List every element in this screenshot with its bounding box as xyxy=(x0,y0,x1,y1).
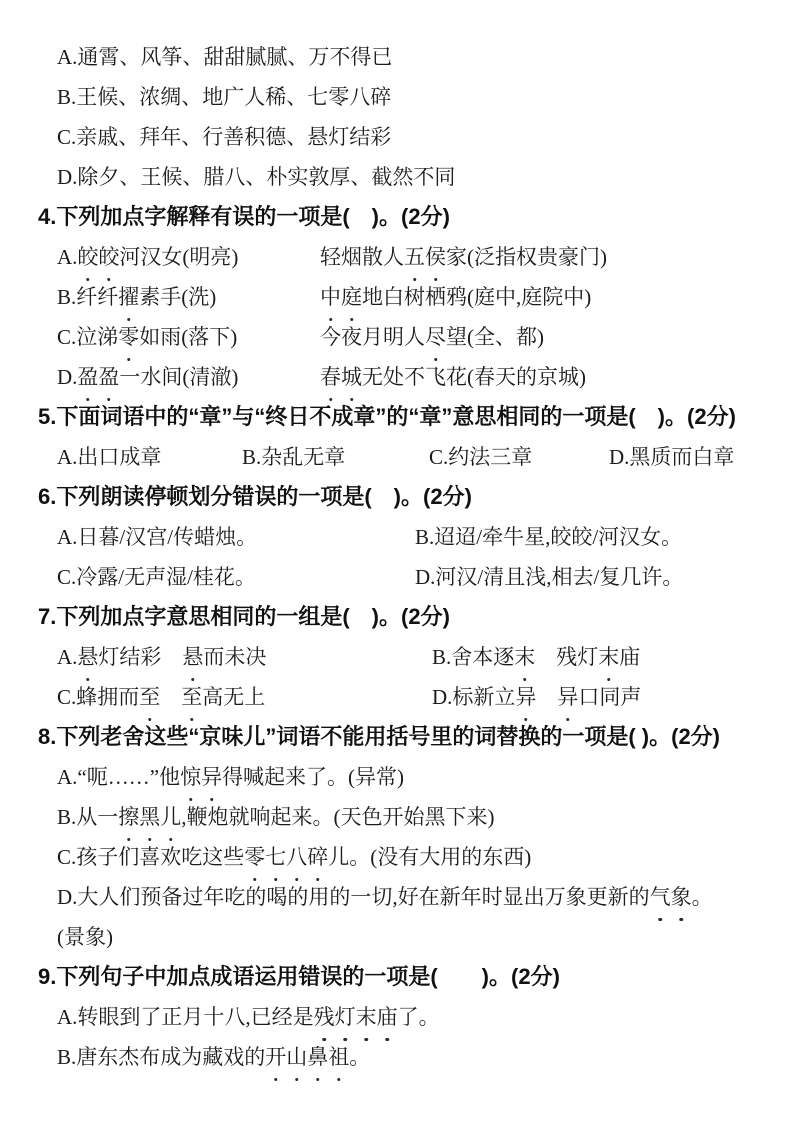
emphasized-char: 擢 xyxy=(118,277,139,317)
emphasized-char: 末 xyxy=(514,637,535,677)
emphasized-char: 零 xyxy=(244,837,265,877)
emphasized-char: 八 xyxy=(286,837,307,877)
option-line xyxy=(0,37,792,77)
text-cell xyxy=(57,117,391,157)
text-cell xyxy=(57,157,455,197)
text-run: A.日暮/汉宫/传蜡烛。 xyxy=(57,525,258,549)
option-line xyxy=(0,757,792,797)
emphasized-char: 黑 xyxy=(139,797,160,837)
text-run: 。 xyxy=(691,885,713,909)
text-run: C.冷露/无声湿/桂花。 xyxy=(57,565,256,589)
text-cell xyxy=(57,557,415,597)
text-run: 了。 xyxy=(397,1005,440,1029)
emphasized-char: 盈 xyxy=(77,357,98,397)
text-cell xyxy=(57,517,415,557)
question-line xyxy=(0,597,792,637)
option-line xyxy=(0,917,792,957)
text-cell xyxy=(57,637,432,677)
text-run: 。 xyxy=(349,1045,371,1069)
emphasized-char: 异 xyxy=(201,757,222,797)
text-run: 河汉女(明亮) xyxy=(119,245,239,269)
text-cell xyxy=(38,397,736,437)
emphasized-char: 悬 xyxy=(182,637,203,677)
emphasized-char: 零 xyxy=(118,317,139,357)
text-run: 高无上 xyxy=(202,685,266,709)
text-run xyxy=(160,685,181,709)
text-run: D.大人们预备过年吃的喝的用的一切,好在新年时显出万象更新的 xyxy=(57,885,650,909)
emphasized-char: 末 xyxy=(598,637,619,677)
text-cell xyxy=(38,477,472,517)
emphasized-char: 山 xyxy=(286,1037,307,1077)
text-run: B.舍本逐 xyxy=(432,645,515,669)
text-run: 9.下列句子中加点成语运用错误的一项是( )。(2分) xyxy=(38,964,560,989)
question-line xyxy=(0,197,792,237)
text-cell xyxy=(432,677,641,717)
text-run: D.标新立 xyxy=(432,685,516,709)
option-line xyxy=(0,1037,792,1077)
emphasized-char: 至 xyxy=(139,677,160,717)
text-cell xyxy=(57,357,320,397)
text-cell xyxy=(57,317,320,357)
question-line xyxy=(0,717,792,757)
text-run: D. xyxy=(57,365,78,389)
question-line xyxy=(0,477,792,517)
text-cell xyxy=(57,917,113,957)
text-cell xyxy=(320,237,607,277)
text-run: 庙 xyxy=(619,645,641,669)
emphasized-char: 擦 xyxy=(118,797,139,837)
option-line xyxy=(0,437,792,477)
text-run: 残灯 xyxy=(535,645,599,669)
emphasized-char: 碎 xyxy=(307,837,328,877)
emphasized-char: 气 xyxy=(650,877,671,917)
emphasized-char: 城 xyxy=(341,357,362,397)
text-cell xyxy=(609,437,734,477)
option-line xyxy=(0,637,792,677)
text-cell xyxy=(242,437,429,477)
emphasized-char: 中 xyxy=(320,277,341,317)
option-line xyxy=(0,317,792,357)
text-run xyxy=(536,685,557,709)
text-run: 轻烟散人 xyxy=(320,245,404,269)
text-cell xyxy=(57,77,391,117)
emphasized-char: 异 xyxy=(557,677,578,717)
text-run: 无处不飞花(春天的京城) xyxy=(362,365,586,389)
text-run: 一水间(清澈) xyxy=(119,365,239,389)
document-body xyxy=(0,37,792,1077)
text-run: C.约法三章 xyxy=(429,445,533,469)
text-run: B.王候、浓绸、地广人稀、七零八碎 xyxy=(57,85,392,109)
text-run: 素手(洗) xyxy=(139,285,217,309)
text-run: 8.下列老舍这些“京味儿”词语不能用括号里的词替换的一项是( )。(2分) xyxy=(38,724,721,749)
text-run: 儿。(没有大用的东西) xyxy=(328,845,532,869)
text-cell xyxy=(57,1037,370,1077)
text-cell xyxy=(320,277,591,317)
text-cell xyxy=(432,637,640,677)
text-run: A.转眼到了正月十八,已经是 xyxy=(57,1005,314,1029)
question-line xyxy=(0,957,792,997)
text-cell xyxy=(57,237,320,277)
text-cell xyxy=(415,517,682,557)
option-line xyxy=(0,557,792,597)
text-cell xyxy=(38,197,450,237)
text-cell xyxy=(57,797,495,837)
text-run: C.泣涕 xyxy=(57,325,119,349)
text-cell xyxy=(320,317,544,357)
option-line xyxy=(0,357,792,397)
text-cell xyxy=(57,277,320,317)
emphasized-char: 尽 xyxy=(425,317,446,357)
emphasized-char: 七 xyxy=(265,837,286,877)
text-run: B.迢迢/牵牛星,皎皎/河汉女。 xyxy=(415,525,683,549)
option-line xyxy=(0,677,792,717)
question-line xyxy=(0,397,792,437)
emphasized-char: 悬 xyxy=(77,637,98,677)
option-line xyxy=(0,117,792,157)
emphasized-char: 盈 xyxy=(98,357,119,397)
text-cell xyxy=(415,557,683,597)
text-run: C.蜂拥而 xyxy=(57,685,140,709)
text-run: B.纤纤 xyxy=(57,285,119,309)
text-run: 灯结彩 xyxy=(98,645,183,669)
emphasized-char: 残 xyxy=(314,997,335,1037)
text-run: A. xyxy=(57,245,78,269)
text-cell xyxy=(320,357,586,397)
text-run: 5.下面词语中的“章”与“终日不成章”的“章”意思相同的一项是( )。(2分) xyxy=(38,404,736,429)
text-run: 家(泛指权贵豪门) xyxy=(446,245,607,269)
text-run: 今夜月明人 xyxy=(320,325,425,349)
emphasized-char: 庙 xyxy=(377,997,398,1037)
text-run: C.孩子们喜欢吃这些 xyxy=(57,845,245,869)
text-run: A.出口成章 xyxy=(57,445,162,469)
text-cell xyxy=(57,37,392,77)
option-line xyxy=(0,277,792,317)
text-run: B.从一 xyxy=(57,805,119,829)
option-line xyxy=(0,877,792,917)
emphasized-char: 鼻 xyxy=(307,1037,328,1077)
text-cell xyxy=(57,877,713,917)
emphasized-char: 皎 xyxy=(77,237,98,277)
emphasized-char: 灯 xyxy=(335,997,356,1037)
emphasized-char: 象 xyxy=(671,877,692,917)
text-run: A. xyxy=(57,645,78,669)
text-run: 地白树栖鸦(庭中,庭院中) xyxy=(362,285,592,309)
option-line xyxy=(0,157,792,197)
text-run: 而未决 xyxy=(203,645,267,669)
text-run: D.除夕、王候、腊八、朴实敦厚、截然不同 xyxy=(57,165,456,189)
option-line xyxy=(0,837,792,877)
emphasized-char: 儿 xyxy=(160,797,181,837)
emphasized-char: 侯 xyxy=(425,237,446,277)
option-line xyxy=(0,237,792,277)
option-line xyxy=(0,997,792,1037)
text-run: D.黑质而白章 xyxy=(609,445,735,469)
emphasized-char: 惊 xyxy=(180,757,201,797)
emphasized-char: 五 xyxy=(404,237,425,277)
text-cell xyxy=(57,677,432,717)
option-line xyxy=(0,77,792,117)
text-run: C.亲戚、拜年、行善积德、悬灯结彩 xyxy=(57,125,392,149)
text-run: ,鞭炮就响起来。(天色开始黑下来) xyxy=(181,805,495,829)
text-cell xyxy=(38,717,720,757)
text-run: A.“呃……”他 xyxy=(57,765,181,789)
text-run: 4.下列加点字解释有误的一项是( )。(2分) xyxy=(38,204,450,229)
text-run: 得喊起来了。(异常) xyxy=(222,765,405,789)
text-run: B.唐东杰布成为藏戏的 xyxy=(57,1045,266,1069)
text-cell xyxy=(38,597,450,637)
emphasized-char: 皎 xyxy=(98,237,119,277)
text-cell xyxy=(38,957,560,997)
text-run: B.杂乱无章 xyxy=(242,445,346,469)
text-cell xyxy=(57,437,242,477)
text-run: A.通霄、风筝、甜甜腻腻、万不得已 xyxy=(57,45,393,69)
option-line xyxy=(0,797,792,837)
text-run: D.河汉/清且浅,相去/复几许。 xyxy=(415,565,684,589)
emphasized-char: 祖 xyxy=(328,1037,349,1077)
emphasized-char: 异 xyxy=(515,677,536,717)
text-cell xyxy=(57,757,404,797)
text-cell xyxy=(429,437,609,477)
emphasized-char: 春 xyxy=(320,357,341,397)
text-run: 如雨(落下) xyxy=(139,325,238,349)
text-run: (景象) xyxy=(57,925,113,949)
emphasized-char: 庭 xyxy=(341,277,362,317)
emphasized-char: 开 xyxy=(265,1037,286,1077)
text-run: 7.下列加点字意思相同的一组是( )。(2分) xyxy=(38,604,450,629)
text-run: 口同声 xyxy=(578,685,642,709)
text-run: 6.下列朗读停顿划分错误的一项是( )。(2分) xyxy=(38,484,472,509)
text-cell xyxy=(57,837,531,877)
text-cell xyxy=(57,997,440,1037)
emphasized-char: 末 xyxy=(356,997,377,1037)
text-run: 望(全、都) xyxy=(446,325,544,349)
emphasized-char: 至 xyxy=(181,677,202,717)
option-line xyxy=(0,517,792,557)
